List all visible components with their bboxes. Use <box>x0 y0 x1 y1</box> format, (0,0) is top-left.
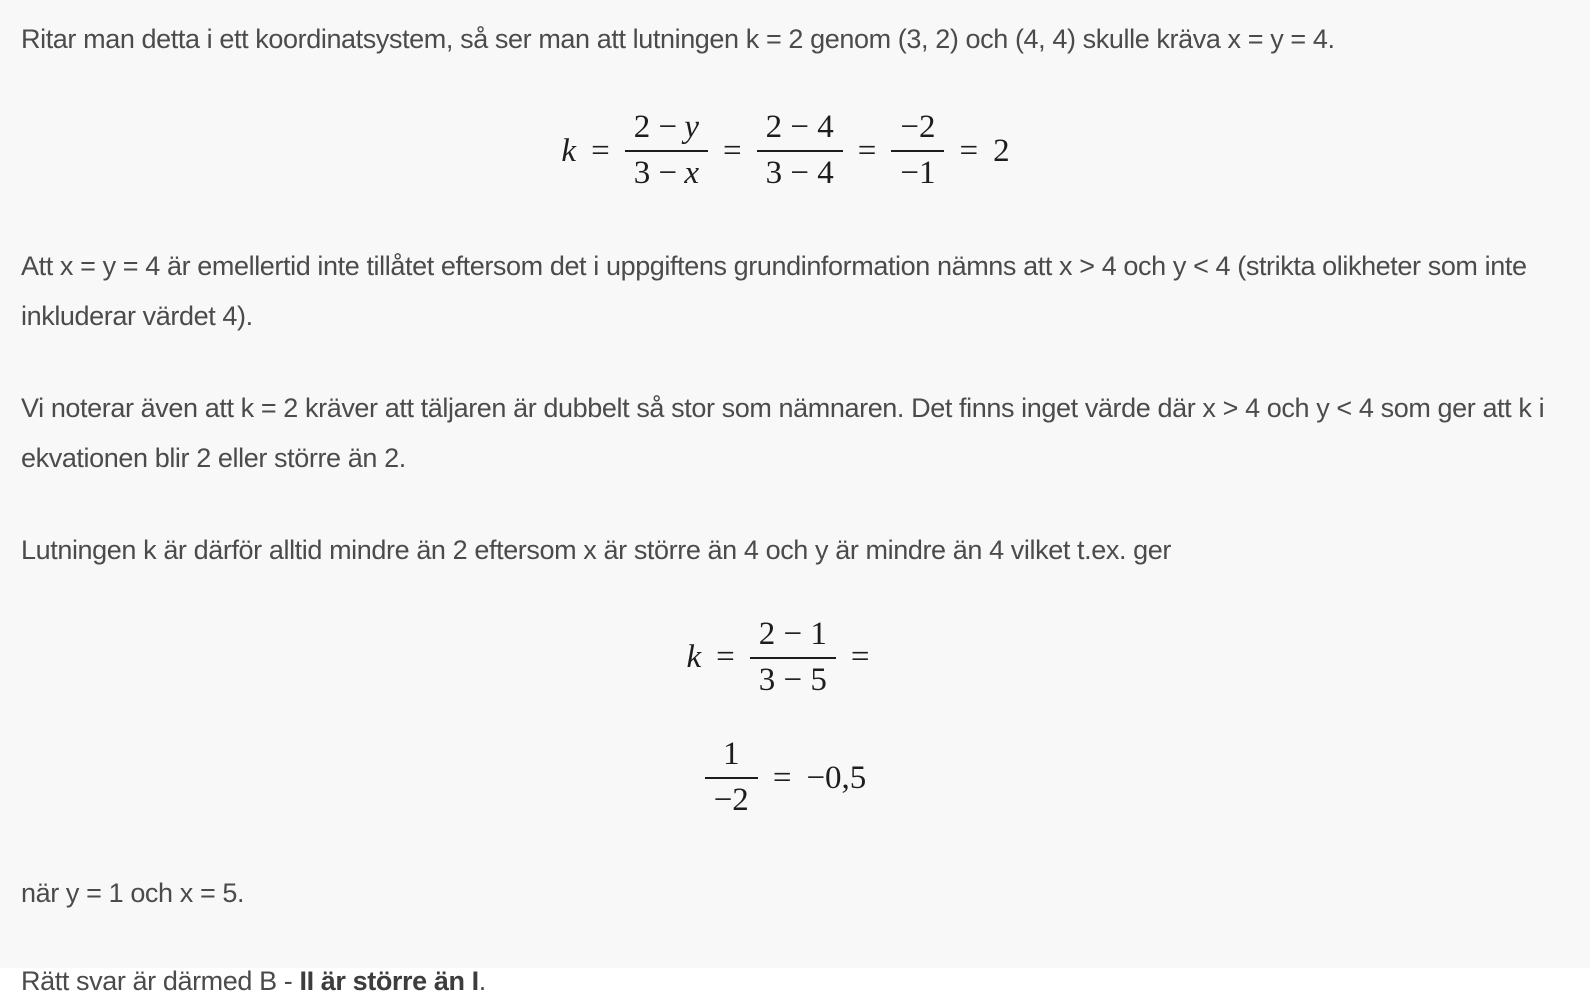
denominator-variable-x: x <box>684 155 699 192</box>
equals-sign: = <box>591 132 610 169</box>
paragraph-note: Vi noterar även att k = 2 kräver att täljaren är dubbelt så stor som nämnaren. Det finns inget värde där x > 4 och y < 4 som ger att k i ekvationen blir 2 eller större än 2. <box>21 392 1545 473</box>
paragraph-conclusion-lead: Lutningen k är därför alltid mindre än 2 eftersom x är större än 4 och y är mindre än 4 vilket t.ex. ger <box>21 534 1171 565</box>
formula3-result: −0,5 <box>806 759 867 796</box>
formula-example-part1 <box>21 613 1550 704</box>
fraction-denominator: 3 − 4 <box>757 150 843 196</box>
answer-suffix: . <box>478 965 486 996</box>
fraction-1-over-neg2 <box>705 733 758 824</box>
numerator-text: 2 − <box>633 109 678 145</box>
paragraph-intro: Ritar man detta i ett koordinatsystem, så ser man att lutningen k = 2 genom (3, 2) och (4, 4) skulle kräva x = y = 4. <box>21 24 1335 54</box>
equals-sign: = <box>857 132 877 169</box>
fraction-denominator: −1 <box>891 150 944 196</box>
fraction-neg2-over-neg1 <box>891 106 944 197</box>
fraction-numerator: 1 <box>723 736 740 772</box>
fraction-denominator <box>625 150 708 196</box>
answer-prefix: Rätt svar är därmed B - <box>21 965 300 996</box>
fraction-numerator <box>625 106 708 150</box>
equals-sign: = <box>772 759 792 796</box>
equals-sign: = <box>716 639 735 676</box>
denominator-text: 3 − <box>633 155 678 192</box>
fraction-2-minus-4-over-3-minus-4 <box>757 106 843 197</box>
answer-bold: II är större än I <box>299 965 479 996</box>
fraction-denominator: 3 − 5 <box>750 657 836 703</box>
equals-sign: = <box>850 639 870 676</box>
equals-sign: = <box>722 132 742 169</box>
formula1-result: 2 <box>993 132 1010 169</box>
equals-sign: = <box>959 132 979 169</box>
fraction-numerator: 2 − 4 <box>765 109 834 145</box>
formula-example-part2 <box>21 733 1550 824</box>
fraction-denominator: −2 <box>705 777 758 823</box>
formula-slope-full <box>21 106 1550 197</box>
fraction-numerator: −2 <box>900 109 936 145</box>
formula2-variable-k: k <box>686 639 702 676</box>
numerator-variable-y: y <box>684 109 699 145</box>
fraction-2-minus-1-over-3-minus-5 <box>750 613 836 704</box>
paragraph-restriction: Att x = y = 4 är emellertid inte tillåtet eftersom det i uppgiftens grundinformation nämns att x > 4 och y < 4 (strikta olikheter som inte inkluderar värdet 4). <box>21 250 1527 331</box>
fraction-numerator: 2 − 1 <box>758 615 827 652</box>
paragraph-answer <box>21 956 1550 1006</box>
fraction-2-minus-y-over-3-minus-x <box>625 106 708 197</box>
paragraph-values: när y = 1 och x = 5. <box>21 877 245 908</box>
formula1-variable-k: k <box>561 132 577 169</box>
